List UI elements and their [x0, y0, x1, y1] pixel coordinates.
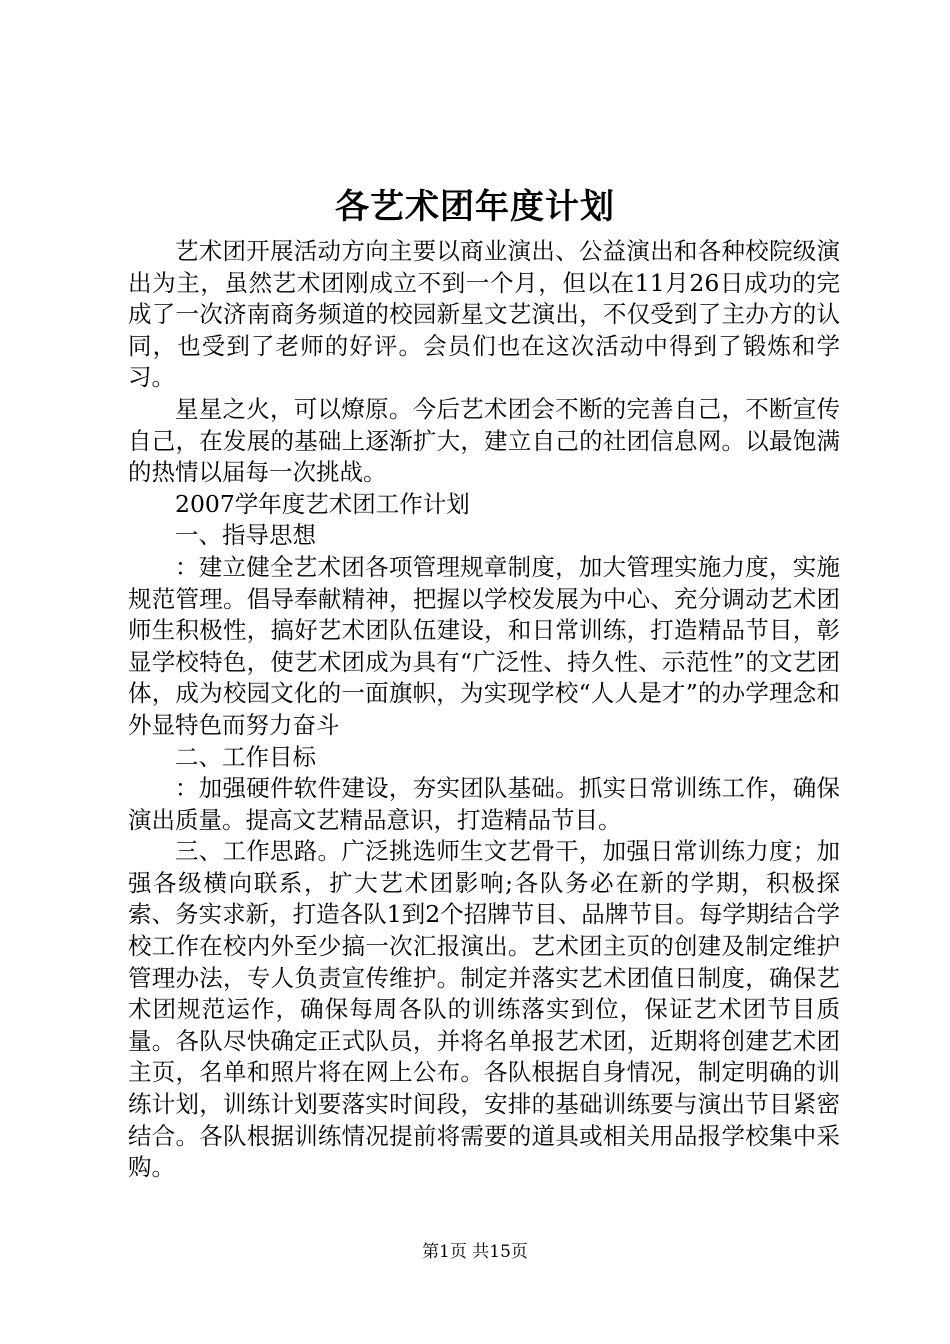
section-heading-work-goals: 二、工作目标 — [175, 742, 316, 771]
section-heading-guiding-thought: 一、指导思想 — [175, 521, 316, 550]
paragraph-outlook: 星星之火，可以燎原。今后艺术团会不断的完善自己，不断宣传自己，在发展的基础上逐渐扩大，建立自己的社团信息网。以最饱满的热情以届每一次挑战。 — [128, 394, 840, 487]
document-body — [128, 236, 840, 1184]
plan-heading: 2007学年度艺术团工作计划 — [175, 489, 470, 518]
document-title: 各艺术团年度计划 — [335, 187, 615, 227]
paragraph-work-goals: ：加强硬件软件建设，夯实团队基础。抓实日常训练工作，确保演出质量。提高文艺精品意识，打造精品节目。 — [128, 774, 840, 834]
paragraph-guiding-thought: ：建立健全艺术团各项管理规章制度，加大管理实施力度，实施规范管理。倡导奉献精神，把握以学校发展为中心、充分调动艺术团师生积极性，搞好艺术团队伍建设，和日常训练，打造精品节目，彰显学校特色，使艺术团成为具有“广泛性、持久性、示范性”的文艺团体，成为校园文化的一面旗帜，为实现学校“人人是才”的办学理念和外显特色而努力奋斗 — [128, 552, 840, 739]
paragraph-work-approach: 三、工作思路。广泛挑选师生文艺骨干，加强日常训练力度；加强各级横向联系，扩大艺术团影响;各队务必在新的学期，积极探索、务实求新，打造各队1到2个招牌节目、品牌节目。每学期结合学校工作在校内外至少搞一次汇报演出。艺术团主页的创建及制定维护管理办法，专人负责宣传维护。制定并落实艺术团值日制度，确保艺术团规范运作，确保每周各队的训练落实到位，保证艺术团节目质量。各队尽快确定正式队员，并将名单报艺术团，近期将创建艺术团主页，名单和照片将在网上公布。各队根据自身情况，制定明确的训练计划，训练计划要落实时间段，安排的基础训练要与演出节目紧密结合。各队根据训练情况提前将需要的道具或相关用品报学校集中采购。 — [128, 837, 840, 1182]
paragraph-intro: 艺术团开展活动方向主要以商业演出、公益演出和各种校院级演出为主，虽然艺术团刚成立不到一个月，但以在11月26日成功的完成了一次济南商务频道的校园新星文艺演出，不仅受到了主办方的认同，也受到了老师的好评。会员们也在这次活动中得到了锻炼和学习。 — [128, 237, 840, 392]
page-footer: 第1页 共15页 — [422, 1242, 528, 1262]
